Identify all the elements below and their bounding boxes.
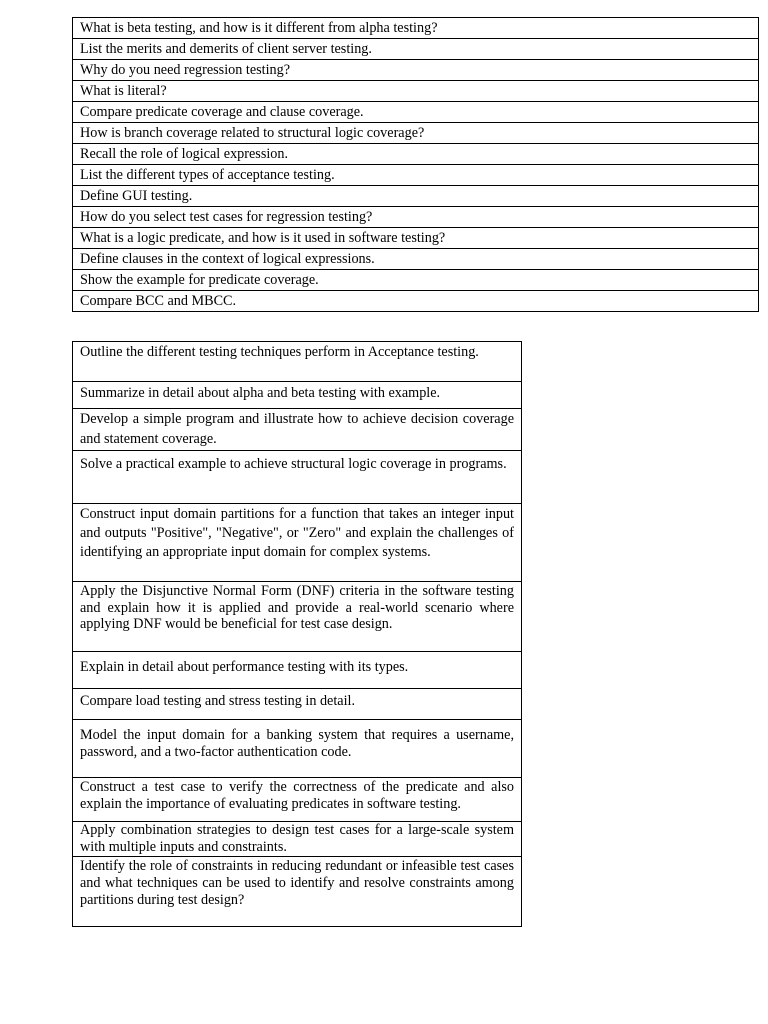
question-cell — [73, 689, 522, 720]
question-text: Apply the Disjunctive Normal Form (DNF) criteria in the software testing and explain how it is applied and provide a real-world scenario where applying DNF would be beneficial for test case design. — [80, 583, 514, 633]
table-row — [73, 144, 759, 165]
question-cell — [73, 409, 522, 451]
table-row — [73, 504, 522, 582]
question-cell: What is literal? — [73, 81, 759, 102]
question-cell: What is a logic predicate, and how is it used in software testing? — [73, 228, 759, 249]
question-text: Model the input domain for a banking system that requires a username, password, and a two-factor authentication code. — [80, 727, 514, 760]
question-cell — [73, 451, 522, 504]
question-cell: Compare predicate coverage and clause coverage. — [73, 102, 759, 123]
table-row — [73, 409, 522, 451]
table-row — [73, 342, 522, 382]
table-row — [73, 123, 759, 144]
question-text: Compare load testing and stress testing in detail. — [80, 693, 356, 709]
table-row — [73, 689, 522, 720]
question-cell: Compare BCC and MBCC. — [73, 291, 759, 312]
table-row — [73, 778, 522, 822]
question-cell — [73, 652, 522, 689]
question-cell: What is beta testing, and how is it different from alpha testing? — [73, 18, 759, 39]
table-row — [73, 451, 522, 504]
table-row — [73, 857, 522, 927]
table-row — [73, 720, 522, 778]
table-row — [73, 60, 759, 81]
table-row — [73, 39, 759, 60]
question-cell: Show the example for predicate coverage. — [73, 270, 759, 291]
question-cell — [73, 822, 522, 857]
table-row — [73, 582, 522, 652]
question-cell — [73, 778, 522, 822]
question-text: Identify the role of constraints in reducing redundant or infeasible test cases and what techniques can be used to identify and resolve constraints among partitions during test design? — [80, 858, 514, 908]
table-row — [73, 270, 759, 291]
question-cell: List the different types of acceptance testing. — [73, 165, 759, 186]
table-row — [73, 207, 759, 228]
question-cell: How do you select test cases for regression testing? — [73, 207, 759, 228]
table-row — [73, 822, 522, 857]
question-cell: How is branch coverage related to structural logic coverage? — [73, 123, 759, 144]
question-cell: List the merits and demerits of client server testing. — [73, 39, 759, 60]
question-cell: Define clauses in the context of logical expressions. — [73, 249, 759, 270]
question-text: Solve a practical example to achieve structural logic coverage in programs. — [80, 456, 507, 472]
question-cell: Define GUI testing. — [73, 186, 759, 207]
question-cell — [73, 342, 522, 382]
table-row — [73, 249, 759, 270]
question-text: Summarize in detail about alpha and beta testing with example. — [80, 385, 441, 401]
question-cell — [73, 504, 522, 582]
question-text: Outline the different testing techniques perform in Acceptance testing. — [80, 344, 479, 360]
table-row — [73, 102, 759, 123]
question-text: Explain in detail about performance testing with its types. — [80, 659, 409, 675]
table-row — [73, 382, 522, 409]
question-text: Construct input domain partitions for a function that takes an integer input and outputs "Positive", "Negative", or "Zero" and explain the challenges of identifying an appropriate input domain for complex systems. — [80, 506, 514, 560]
table-row — [73, 228, 759, 249]
table-row — [73, 81, 759, 102]
question-cell — [73, 582, 522, 652]
table-row — [73, 186, 759, 207]
question-cell: Why do you need regression testing? — [73, 60, 759, 81]
question-cell — [73, 720, 522, 778]
question-text: Construct a test case to verify the correctness of the predicate and also explain the importance of evaluating predicates in software testing. — [80, 779, 514, 812]
question-cell — [73, 382, 522, 409]
long-questions-table — [72, 341, 522, 927]
table-row — [73, 291, 759, 312]
table-row — [73, 165, 759, 186]
short-questions-table — [72, 17, 759, 312]
table-row — [73, 652, 522, 689]
question-cell — [73, 857, 522, 927]
table-row — [73, 18, 759, 39]
question-text: Apply combination strategies to design test cases for a large-scale system with multiple inputs and constraints. — [80, 822, 514, 855]
question-text: Develop a simple program and illustrate how to achieve decision coverage and statement coverage. — [80, 411, 514, 447]
question-cell: Recall the role of logical expression. — [73, 144, 759, 165]
